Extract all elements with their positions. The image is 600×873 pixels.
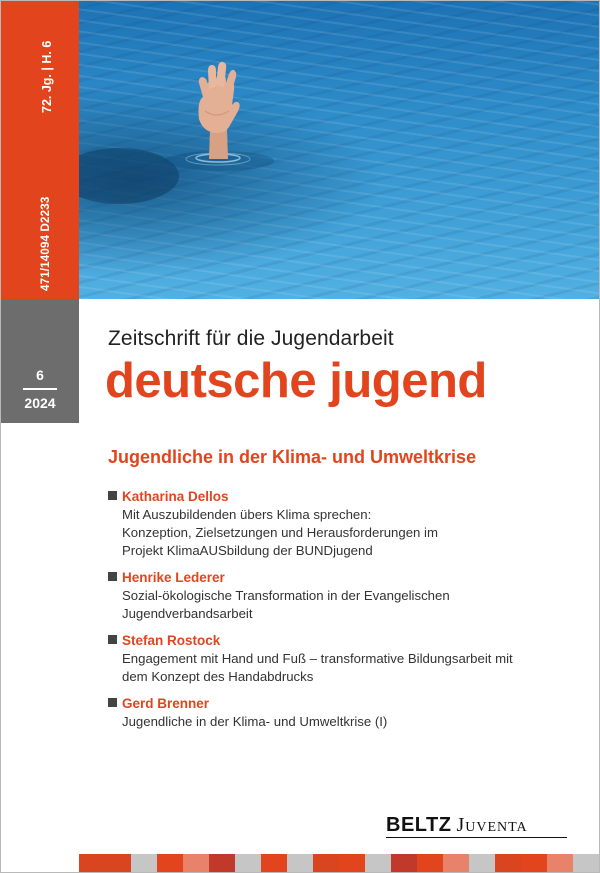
article-title-line: Jugendverbandsarbeit xyxy=(122,606,253,621)
issue-divider xyxy=(23,388,57,390)
article-title-line: Jugendliche in der Klima- und Umweltkrise (I) xyxy=(122,714,388,729)
color-strip-segment xyxy=(469,854,495,872)
color-strip-segment xyxy=(209,854,235,872)
hand-raised-from-water-icon xyxy=(79,1,599,299)
publisher-name-beltz: BELTZ xyxy=(386,814,452,836)
side-band-text xyxy=(1,1,79,299)
cover-photo xyxy=(79,1,599,299)
color-strip-segment xyxy=(79,854,105,872)
article-title-line: Engagement mit Hand und Fuß – transformative Bildungsarbeit mit xyxy=(122,651,513,666)
publisher-logo xyxy=(386,814,528,837)
color-strip-segment xyxy=(339,854,365,872)
color-strip-segment xyxy=(365,854,391,872)
color-strip-segment xyxy=(391,854,417,872)
color-strip xyxy=(79,854,599,872)
bullet-square-icon xyxy=(108,491,117,500)
article-author: Henrike Lederer xyxy=(122,570,225,585)
volume-issue-label: 72. Jg. | H. 6 xyxy=(40,40,54,113)
color-strip-segment xyxy=(313,854,339,872)
bullet-square-icon xyxy=(108,572,117,581)
article-title-line: Sozial-ökologische Transformation in der Evangelischen xyxy=(122,588,450,603)
article-title-line: Projekt KlimaAUSbildung der BUNDjugend xyxy=(122,543,373,558)
color-strip-segment xyxy=(235,854,261,872)
article-title-line: Konzeption, Zielsetzungen und Herausforderungen im xyxy=(122,525,438,540)
color-strip-segment xyxy=(495,854,521,872)
color-strip-segment xyxy=(261,854,287,872)
color-strip-segment xyxy=(157,854,183,872)
issue-box xyxy=(1,299,79,423)
issue-number: 6 xyxy=(36,367,44,383)
journal-title: deutsche jugend xyxy=(105,354,487,408)
article-item xyxy=(108,488,578,560)
color-strip-segment xyxy=(443,854,469,872)
article-title-line: Mit Auszubildenden übers Klima sprechen: xyxy=(122,507,372,522)
issue-year: 2024 xyxy=(24,395,56,411)
color-strip-segment xyxy=(183,854,209,872)
publisher-name-juventa: Juventa xyxy=(456,814,528,836)
logo-underline xyxy=(386,837,567,838)
color-strip-segment xyxy=(105,854,131,872)
article-list xyxy=(108,488,578,740)
article-author: Katharina Dellos xyxy=(122,489,229,504)
article-item xyxy=(108,569,578,623)
color-strip-segment xyxy=(417,854,443,872)
bullet-square-icon xyxy=(108,698,117,707)
color-strip-segment xyxy=(131,854,157,872)
journal-subtitle: Zeitschrift für die Jugendarbeit xyxy=(108,327,394,350)
article-title-line: dem Konzept des Handabdrucks xyxy=(122,669,314,684)
article-item xyxy=(108,695,578,731)
catalog-code: 471/14094 D2233 xyxy=(40,196,52,291)
issue-theme: Jugendliche in der Klima- und Umweltkrise xyxy=(108,447,477,467)
article-author: Gerd Brenner xyxy=(122,696,210,711)
article-author: Stefan Rostock xyxy=(122,633,221,648)
article-item xyxy=(108,632,578,686)
bullet-square-icon xyxy=(108,635,117,644)
color-strip-segment xyxy=(547,854,573,872)
color-strip-segment xyxy=(521,854,547,872)
color-strip-segment xyxy=(573,854,599,872)
color-strip-segment xyxy=(287,854,313,872)
